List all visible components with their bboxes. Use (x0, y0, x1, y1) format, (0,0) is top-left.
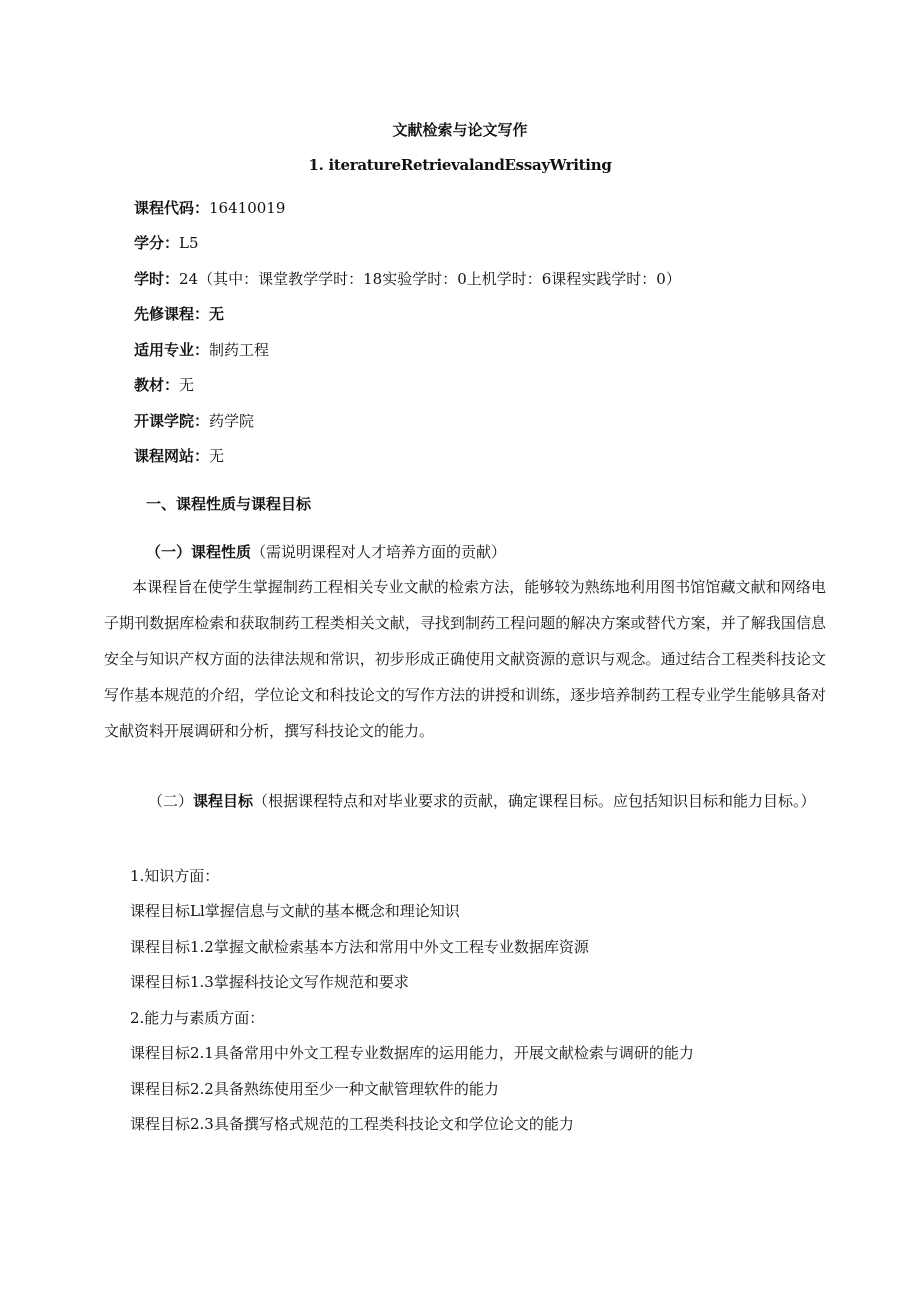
info-label: 教材： (134, 376, 180, 394)
goal-item: 课程目标2.3具备撰写格式规范的工程类科技论文和学位论文的能力 (130, 1115, 574, 1133)
info-value: 24（其中：课堂教学学时：18实验学时：0上机学时：6课程实践学时：0） (179, 270, 681, 288)
subsection-note: （根据课程特点和对毕业要求的贡献，确定课程目标。应包括知识目标和能力目标。） (253, 792, 816, 810)
info-label: 学分： (134, 234, 180, 252)
subsection-prefix: （二） (148, 792, 194, 810)
info-value: 无 (209, 447, 225, 465)
info-course-code (134, 198, 285, 218)
info-label: 学时： (134, 270, 180, 288)
info-value: 无 (209, 305, 225, 323)
section-heading: 一、课程性质与课程目标 (146, 495, 312, 513)
info-label: 适用专业： (134, 341, 210, 359)
info-value: L5 (179, 234, 199, 252)
info-value: 16410019 (209, 199, 286, 217)
goal-item: 课程目标2.2具备熟练使用至少一种文献管理软件的能力 (130, 1080, 499, 1098)
nature-paragraph (104, 569, 826, 749)
subsection-title: 课程目标 (193, 792, 254, 810)
goal-item: 1.知识方面： (130, 867, 220, 885)
info-value: 无 (179, 376, 195, 394)
subsection-heading-nature (146, 542, 506, 562)
info-value: 制药工程 (209, 341, 270, 359)
goal-item: 课程目标2.1具备常用中外文工程专业数据库的运用能力，开展文献检索与调研的能力 (130, 1044, 694, 1062)
goal-item: 课程目标1.2掌握文献检索基本方法和常用中外文工程专业数据库资源 (130, 938, 589, 956)
info-label: 课程网站： (134, 447, 210, 465)
info-website (134, 446, 224, 466)
info-label: 开课学院： (134, 412, 210, 430)
subsection-prefix: （一） (146, 543, 192, 561)
subsection-note: （需说明课程对人才培养方面的贡献） (251, 543, 507, 561)
course-title-cn: 文献检索与论文写作 (392, 121, 528, 139)
info-textbook (134, 375, 194, 395)
goal-item: 课程目标1.3掌握科技论文写作规范和要求 (130, 973, 409, 991)
info-label: 课程代码： (134, 199, 210, 217)
subsection-title: 课程性质 (191, 543, 252, 561)
course-title-en: 1. iteratureRetrievalandEssayWriting (308, 156, 612, 174)
info-label: 先修课程： (134, 305, 210, 323)
goal-item: 课程目标Ll掌握信息与文献的基本概念和理论知识 (130, 902, 460, 920)
info-credits (134, 233, 199, 253)
subsection-heading-objectives (104, 783, 826, 819)
goal-item: 2.能力与素质方面： (130, 1009, 265, 1027)
info-prerequisite (134, 304, 224, 324)
info-major (134, 340, 269, 360)
info-hours (134, 269, 681, 289)
info-college (134, 411, 254, 431)
nature-paragraph-text: 本课程旨在使学生掌握制药工程相关专业文献的检索方法，能够较为熟练地利用图书馆馆藏文献和网络电子期刊数据库检索和获取制药工程类相关文献，寻找到制药工程问题的解决方案或替代方案，并了解我国信息安全与知识产权方面的法律法规和常识，初步形成正确使用文献资源的意识与观念。通过结合工程类科技论文写作基本规范的介绍，学位论文和科技论文的写作方法的讲授和训练，逐步培养制药工程专业学生能够具备对文献资料开展调研和分析，撰写科技论文的能力。 (104, 578, 826, 740)
info-value: 药学院 (209, 412, 255, 430)
